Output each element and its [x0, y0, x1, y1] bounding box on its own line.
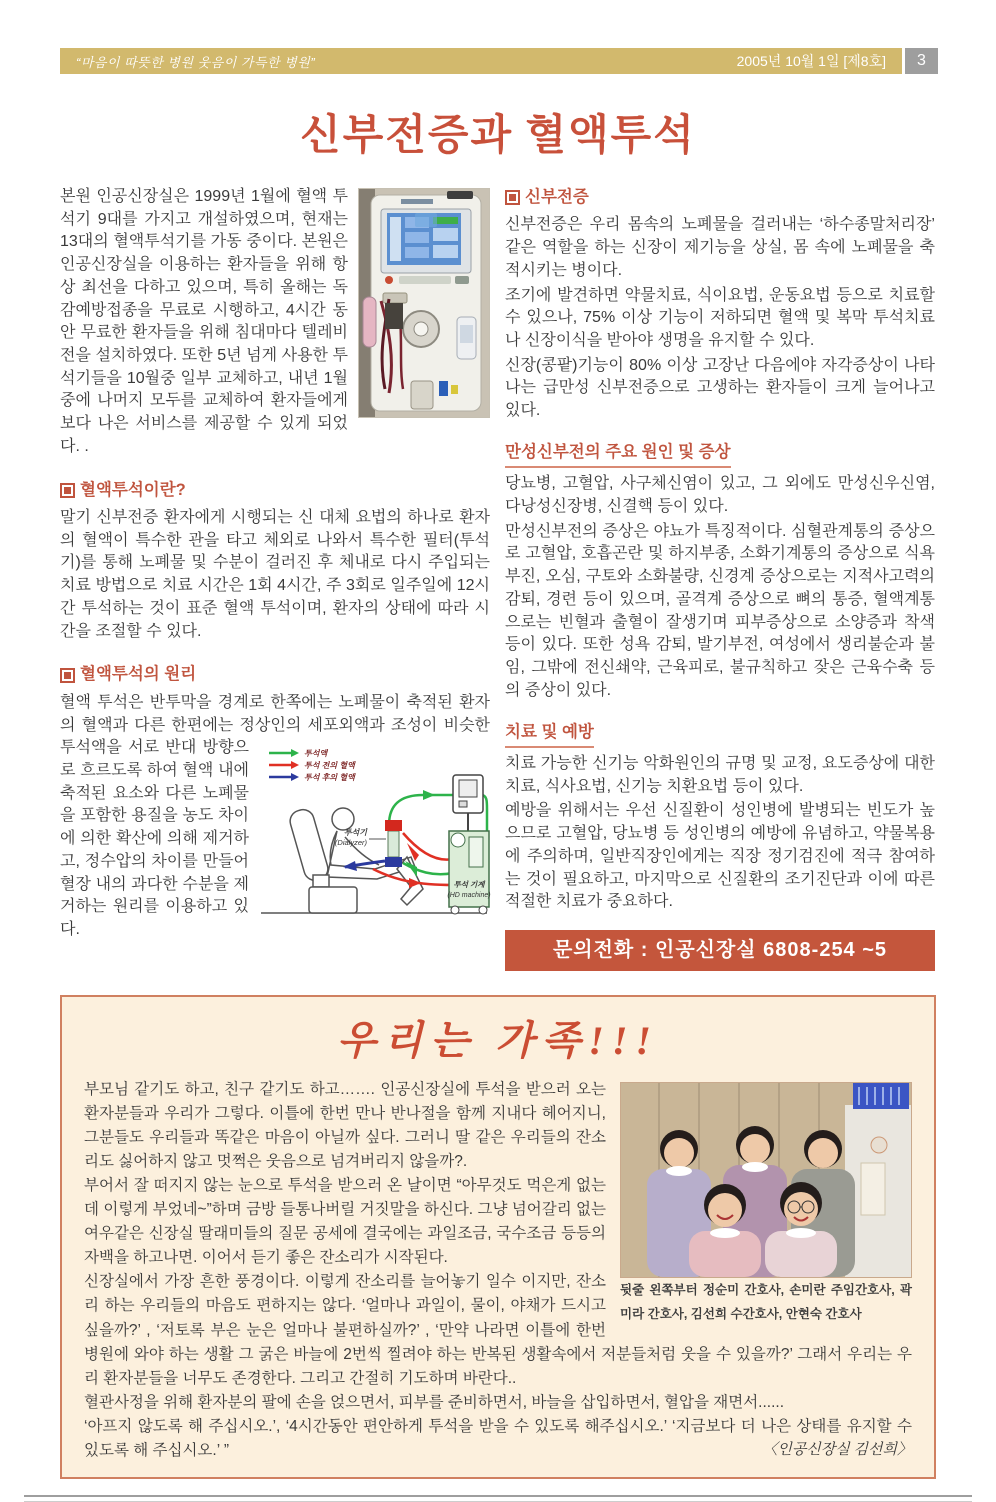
treatment-paragraph-2: 예방을 위해서는 우선 신질환이 성인병에 발병되는 빈도가 높으므로 고혈압, 당뇨병 등 성인병의 예방에 유념하고, 약물복용에 주의하며, 일반직장인에게는 직장 정기검진에 적극 참여하는 것이 필요하고, 마지막으로 신질환의 조기진단과 이에 따른 적절한 치료가 중요하다.: [505, 802, 935, 911]
square-bullet-icon: [62, 670, 73, 681]
causes-paragraph-1: 당뇨병, 고혈압, 사구체신염이 있고, 그 외에도 만성신우신염, 다낭성신장병, 신결핵 등이 있다.: [505, 475, 935, 516]
left-column: [60, 186, 490, 971]
intro-paragraph: [60, 186, 490, 459]
hd-machine-label: 투석 기계: [453, 880, 485, 890]
article-columns: [60, 186, 936, 971]
dialysis-machine-illustration: [359, 189, 489, 417]
section-heading-renal-failure: 신부전증: [505, 186, 935, 209]
section-heading-causes: 만성신부전의 주요 원인 및 증상: [505, 441, 731, 468]
principle-paragraph: [60, 692, 490, 942]
dialyzer-label: 투석기: [343, 828, 367, 838]
page-number: 3: [905, 48, 938, 74]
family-paragraph-2: 부어서 잘 떠지지 않는 눈으로 투석을 받으러 온 날이면 “아무것도 먹은게 없는데 이렇게 부었네~”하며 금방 들통나버릴 거짓말을 하신다. 그냥 넘어갈리 없는 여우같은 신장실 딸래미들의 질문 공세에 결국에는 과일조금, 국수조금 등등의 자백을 하고나면. 이어서 듣기 좋은 잔소리가 시작된다.: [84, 1177, 606, 1267]
right-column: [505, 186, 935, 971]
hemodialysis-diagram-illustration: [257, 739, 490, 921]
renal-failure-paragraph-2: 조기에 발견하면 약물치료, 식이요법, 운동요법 등으로 치료할 수 있으나, 75% 이상 기능이 저하되면 혈액 및 복막 투석치료나 신장이식을 받아야 생명을 유지할 수 있다.: [505, 286, 935, 350]
family-paragraph-3: 신장실에서 가장 흔한 풍경이다. 이렇게 잔소리를 늘어놓기 일수 이지만, 잔소리 하는 우리들의 마음도 편하지는 않다. ‘얼마나 과일이, 물이, 야채가 드시고 싶을까?’ , ‘저토록 부은 눈은 얼마나 불편하실까?’ , ‘만약 나라면 이틀에 한번 병원에 와야 하는 생활 그 굵은 바늘에 2번씩 찔려야 하는 반복된 생활속에서 저분들처럼 웃을 수 있을까?’ 그래서 우리는 우리 환자분들을 너무도 존경한다. 그리고 간절히 기도하며 바란다..: [84, 1273, 912, 1387]
footer-divider: [24, 1495, 972, 1502]
square-bullet-icon: [62, 485, 73, 496]
causes-paragraph-2: 만성신부전의 증상은 야뇨가 특징적이다. 심혈관계통의 증상으로 고혈압, 호흡곤란 및 하지부종, 소화기계통의 증상으로 식욕부진, 오심, 구토와 소화불량, 신경계 증상으로는 지적사고력의 감퇴, 경련 등이 있으며, 골격계 증상으로 뼈의 통증, 혈액계통으로는 빈혈과 출혈이 잘생기며 피부증상으로 소양증과 착색 등이 있다. 또한 성욕 감퇴, 발기부전, 여성에서 생리불순과 불임, 그밖에 전신쇄약, 근육피로, 불규칙하고 잦은 근육수축 등의 증상이 있다.: [505, 522, 935, 699]
issue-date: 2005년 10월 1일 [제8호]: [736, 53, 886, 69]
intro-text: 본원 인공신장실은 1999년 1월에 혈액 투석기 9대를 가지고 개설하였으며, 현재는 13대의 혈액투석기를 가동 중이다. 본원은 인공신장실을 이용하는 환자들을 위해 항상 최선을 다하고 있으며, 특히 올해는 독감예방접종을 무료로 시행하고, 4시간 동안 무료한 환자들을 위해 침대마다 텔레비전을 설치하였다. 또한 5년 넘게 사용한 투석기들을 10월중 일부 교체하고, 내년 1월중에 나머지 모두를 교체하여 환자들에게 보다 나은 서비스를 제공할 수 있게 되었다. .: [60, 188, 348, 455]
hemodialysis-paragraph: 말기 신부전증 환자에게 시행되는 신 대체 요법의 하나로 환자의 혈액이 특수한 관을 타고 체외로 나와서 특수한 필터(투석기)를 통해 노폐물 및 수분이 걸러진 후 체내로 다시 주입되는 치료 방법으로 치료 시간은 1회 4시간, 주 3회로 일주일에 12시간 투석하는 것이 표준 혈액 투석이며, 환자의 상태에 따라 시간을 조절할 수 있다.: [60, 509, 490, 640]
nurses-photo-illustration: [620, 1082, 912, 1278]
renal-failure-paragraph-3: 신장(콩팥)기능이 80% 이상 고장난 다음에야 자각증상이 나타나는 급만성 신부전증으로 고생하는 환자들이 크게 늘어나고 있다.: [505, 356, 935, 420]
section-heading-principle: 혈액투석의 원리: [60, 663, 490, 686]
family-box-body: [84, 1078, 912, 1462]
principle-text-2: 투석액을 서로 반대 방향으로 흐르도록 하여 혈액 내에 축적된 요소와 다른 노폐물을 포함한 용질을 농도 차이에 의한 확산에 의해 제거하고, 정수압의 차이를 만들어 혈장 내의 과다한 수분을 제거하는 원리를 이용하고 있다.: [60, 739, 249, 938]
treatment-paragraph-1: 치료 가능한 신기능 악화원인의 규명 및 교정, 요도증상에 대한 치료, 식사요법, 신기능 치환요법 등이 있다.: [505, 754, 935, 795]
hd-machine-label-en: (HD machine): [447, 892, 491, 900]
patient-on-recliner: [288, 807, 423, 913]
family-story-box: [60, 995, 936, 1478]
nurses-photo-block: [620, 1082, 912, 1326]
principle-text-1: 혈액 투석은 반투막을 경계로 한쪽에는 노폐물이 축적된 환자의 혈액과 다른 한편에는 정상인의 세포외액과 조성이 비슷한: [60, 693, 490, 734]
legend-blood-before-label: 투석 전의 혈액: [304, 761, 355, 771]
family-text-5: ‘아프지 않도록 해 주십시오.’, ‘4시간동안 편안하게 투석을 받을 수 있도록 해주십시오.’ ‘지금보다 더 나은 상태를 유지할 수 있도록 해 주십시오.’ ”: [84, 1417, 912, 1459]
header-bar-strip: [60, 48, 902, 74]
section-heading-treatment: 치료 및 예방: [505, 721, 594, 748]
square-bullet-icon: [507, 192, 518, 203]
family-text-1: 부모님 같기도 하고, 친구 같기도 하고……. 인공신장실에 투석을 받으러 오는 환자분들과 우리가 그렇다. 이틀에 한번 만나 반나절을 함께 지내다 헤어지니, 그분들도 우리들과 똑같은 마음이 아닐까 싶다. 그러니 딸 같은 우리들의 잔소리도 싫어하지 않고 멋쩍은 웃음으로 넘겨버리지 않을까?.: [84, 1081, 606, 1171]
legend-dialysate-label: 투석액: [304, 749, 328, 759]
hemodialysis-diagram: [257, 739, 490, 929]
dialyzer-label-en: (Dialyzer): [334, 838, 367, 848]
author-signature: 〈인공신장실 김선희〉: [762, 1441, 912, 1458]
family-paragraph-5: [84, 1415, 912, 1463]
family-box-title: 우리는 가족!!!: [337, 1018, 659, 1064]
hospital-slogan: “마음이 따뜻한 병원 웃음이 가득한 병원”: [76, 54, 316, 70]
dialysis-machine-photo: [358, 188, 490, 418]
renal-failure-paragraph-1: 신부전증은 우리 몸속의 노폐물을 걸러내는 ‘하수종말처리장’ 같은 역할을 하는 신장이 제기능을 상실, 몸 속에 노폐물을 축적시키는 병이다.: [505, 216, 935, 279]
header-bar: [60, 48, 938, 74]
newsletter-page: [0, 48, 996, 1457]
contact-banner: 문의전화 : 인공신장실 6808-254 ~5: [505, 930, 935, 971]
article-title: 신부전증과 혈액투석: [300, 113, 696, 159]
section-heading-hemodialysis: 혈액투석이란?: [60, 479, 490, 502]
photo-caption: 뒷줄 왼쪽부터 정순미 간호사, 손미란 주임간호사, 곽미라 간호사, 김선희 수간호사, 안현숙 간호사: [620, 1283, 912, 1322]
legend-blood-after-label: 투석 후의 혈액: [304, 773, 355, 783]
family-paragraph-4: 혈관사정을 위해 환자분의 팔에 손을 얹으면서, 피부를 준비하면서, 바늘을 삽입하면서, 혈압을 재면서......: [84, 1393, 785, 1411]
